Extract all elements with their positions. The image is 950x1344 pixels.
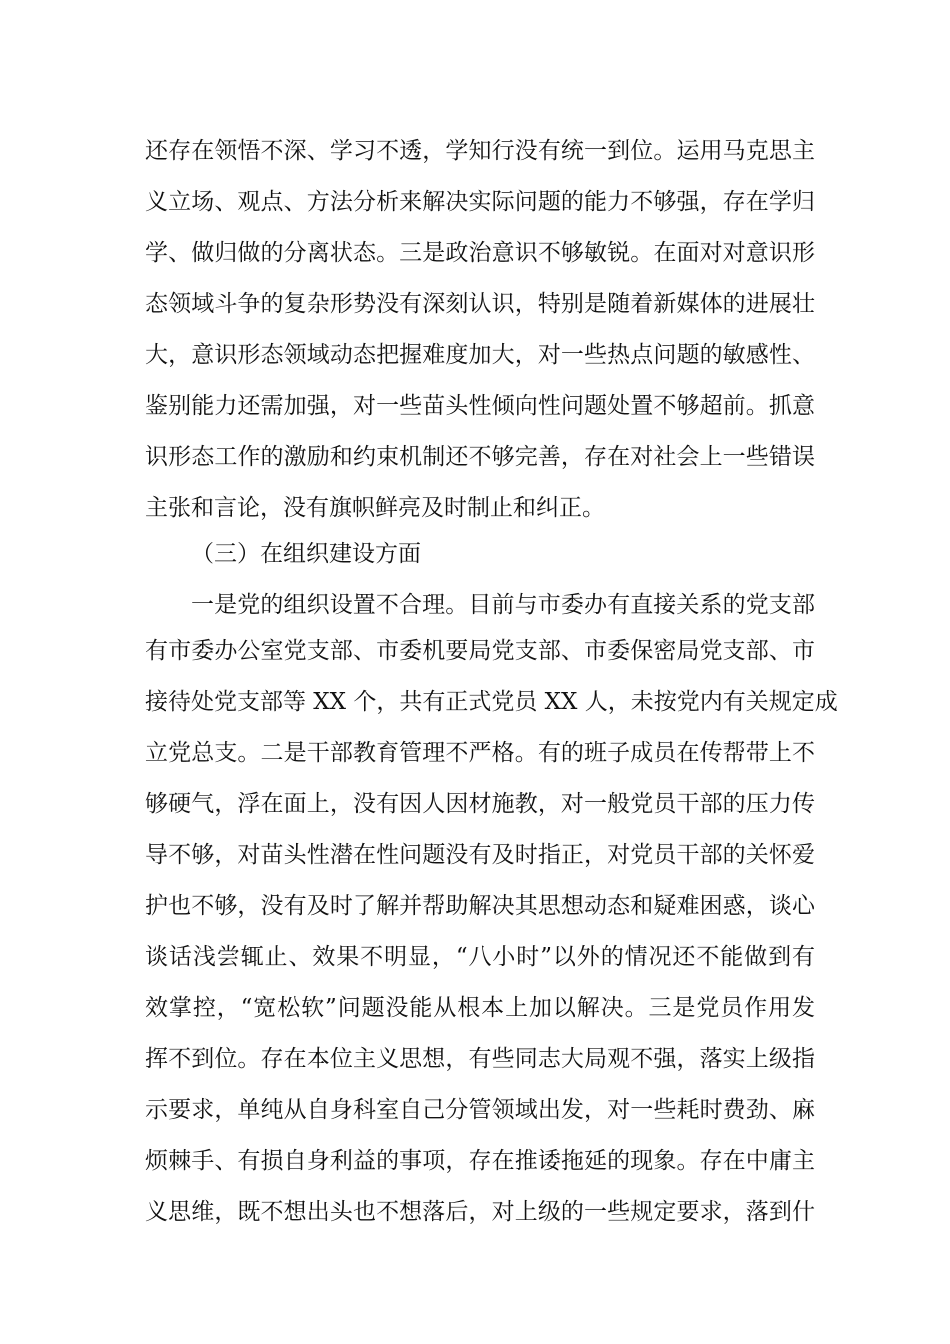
paragraph2-line-10: 挥不到位。存在本位主义思想，有些同志大局观不强，落实上级指 bbox=[145, 1046, 815, 1072]
paragraph1-line-2: 义立场、观点、方法分析来解决实际问题的能力不够强，存在学归 bbox=[145, 189, 815, 215]
paragraph2-line-7: 护也不够，没有及时了解并帮助解决其思想动态和疑难困惑，谈心 bbox=[145, 893, 815, 919]
paragraph1-line-3: 学、做归做的分离状态。三是政治意识不够敏锐。在面对对意识形 bbox=[145, 240, 815, 266]
paragraph2-line-9: 效掌控，“宽松软”问题没能从根本上加以解决。三是党员作用发 bbox=[145, 995, 815, 1021]
paragraph2-line-8: 谈话浅尝辄止、效果不明显，“八小时”以外的情况还不能做到有 bbox=[145, 944, 815, 970]
paragraph2-line-13: 义思维，既不想出头也不想落后，对上级的一些规定要求，落到什 bbox=[145, 1199, 815, 1225]
paragraph2-line-6: 导不够，对苗头性潜在性问题没有及时指正，对党员干部的关怀爱 bbox=[145, 842, 815, 868]
paragraph1-line-8: 主张和言论，没有旗帜鲜亮及时制止和纠正。 bbox=[145, 495, 605, 521]
paragraph1-line-1: 还存在领悟不深、学习不透，学知行没有统一到位。运用马克思主 bbox=[145, 138, 815, 164]
paragraph2-line-3: 接待处党支部等 XX 个，共有正式党员 XX 人，未按党内有关规定成 bbox=[145, 689, 838, 715]
paragraph2-line-11: 示要求，单纯从自身科室自己分管领域出发，对一些耗时费劲、麻 bbox=[145, 1097, 815, 1123]
paragraph2-line-12: 烦棘手、有损自身利益的事项，存在推诿拖延的现象。存在中庸主 bbox=[145, 1148, 815, 1174]
paragraph1-line-7: 识形态工作的激励和约束机制还不够完善，存在对社会上一些错误 bbox=[145, 444, 815, 470]
paragraph1-line-6: 鉴别能力还需加强，对一些苗头性倾向性问题处置不够超前。抓意 bbox=[145, 393, 815, 419]
paragraph2-line-1: 一是党的组织设置不合理。目前与市委办有直接关系的党支部 bbox=[191, 592, 815, 618]
paragraph1-line-4: 态领域斗争的复杂形势没有深刻认识，特别是随着新媒体的进展壮 bbox=[145, 291, 815, 317]
paragraph2-line-2: 有市委办公室党支部、市委机要局党支部、市委保密局党支部、市 bbox=[145, 638, 815, 664]
document-body bbox=[145, 0, 838, 1344]
section-heading: （三）在组织建设方面 bbox=[191, 541, 421, 567]
paragraph2-line-5: 够硬气，浮在面上，没有因人因材施教，对一般党员干部的压力传 bbox=[145, 791, 815, 817]
paragraph1-line-5: 大，意识形态领域动态把握难度加大，对一些热点问题的敏感性、 bbox=[145, 342, 815, 368]
paragraph2-line-4: 立党总支。二是干部教育管理不严格。有的班子成员在传帮带上不 bbox=[145, 740, 815, 766]
